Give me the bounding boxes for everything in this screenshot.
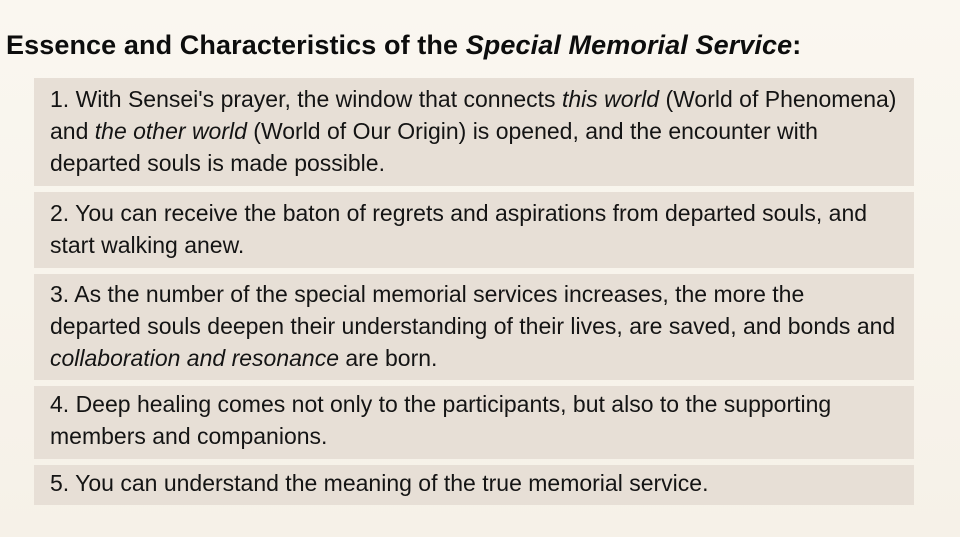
item-1-emphasis-other-world: the other world [94,118,247,144]
item-1-text-a: 1. With Sensei's prayer, the window that connects [50,86,562,112]
item-1-text-c: (World of Our Origin) is opened, and the encounter with departed souls is made possible. [50,118,818,176]
list-item-2 [34,192,914,268]
list-item-5 [34,465,914,505]
list-item-4 [34,386,914,459]
item-5-text: 5. You can understand the meaning of the true memorial service. [50,470,709,496]
title-emphasis: Special Memorial Service [465,30,793,60]
item-3-text-a: 3. As the number of the special memorial services increases, the more the departed souls deepen their understanding of their lives, are saved, and bonds and [50,281,896,339]
item-2-text: 2. You can receive the baton of regrets and aspirations from departed souls, and start walking anew. [50,200,868,258]
item-4-text: 4. Deep healing comes not only to the participants, but also to the supporting members and companions. [50,391,832,449]
list-item-3 [34,274,914,380]
item-3-text-b: are born. [338,345,438,371]
characteristics-list [34,78,914,511]
item-1-emphasis-this-world: this world [561,86,660,112]
slide-title [6,30,801,61]
item-1-text-b: (World of Phenomena) and [50,86,897,144]
title-suffix: : [792,30,802,60]
item-3-emphasis: collaboration and resonance [50,345,339,371]
list-item-1 [34,78,914,186]
title-prefix: Essence and Characteristics of the [6,30,466,60]
